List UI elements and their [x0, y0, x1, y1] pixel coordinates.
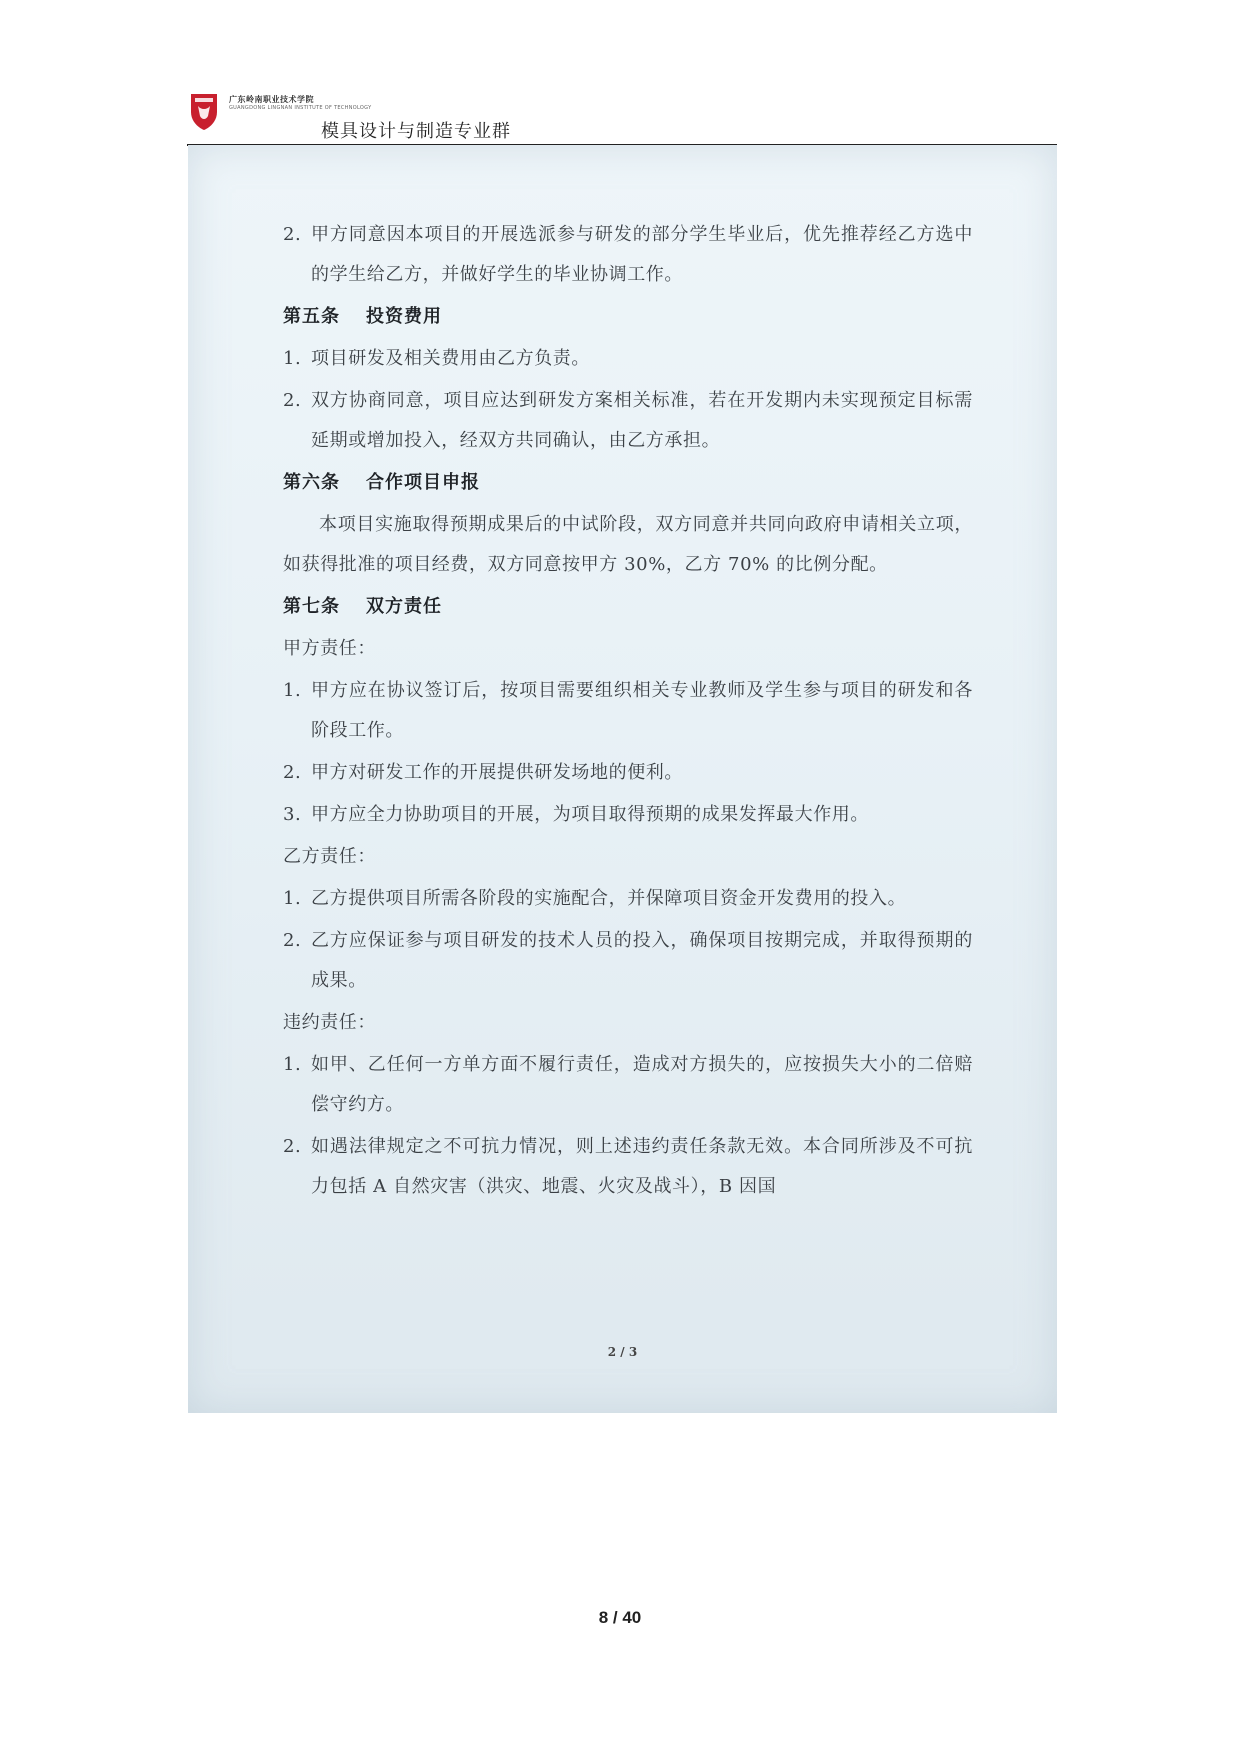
list-item: [283, 339, 973, 379]
item-number: 2.: [283, 390, 302, 411]
list-item: [283, 381, 973, 461]
article-title: 投资费用: [366, 306, 442, 327]
list-item: [283, 671, 973, 751]
item-number: 1.: [283, 348, 302, 369]
scanned-page-number: 2 / 3: [607, 1345, 638, 1359]
item-number: 2.: [283, 1136, 302, 1157]
page-counter: 8 / 40: [598, 1608, 642, 1627]
item-text: 乙方应保证参与项目研发的技术人员的投入，确保项目按期完成，并取得预期的成果。: [311, 930, 973, 991]
item-number: 1.: [283, 680, 302, 701]
scanned-page: [188, 145, 1057, 1413]
item-text: 乙方提供项目所需各阶段的实施配合，并保障项目资金开发费用的投入。: [311, 888, 907, 909]
article-number: 第七条: [283, 596, 340, 617]
item-text: 甲方同意因本项目的开展选派参与研发的部分学生毕业后，优先推荐经乙方选中的学生给乙方，并做好学生的毕业协调工作。: [311, 224, 973, 285]
article-title: 合作项目申报: [366, 472, 480, 493]
list-item: [283, 1045, 973, 1125]
item-number: 2.: [283, 224, 302, 245]
article-6-paragraph: 本项目实施取得预期成果后的中试阶段，双方同意并共同向政府申请相关立项，如获得批准的项目经费，双方同意按甲方 30%，乙方 70% 的比例分配。: [283, 514, 973, 575]
logo-en: GUANGDONG LINGNAN INSTITUTE OF TECHNOLOGY: [229, 105, 372, 111]
item-text: 甲方应全力协助项目的开展，为项目取得预期的成果发挥最大作用。: [311, 804, 869, 825]
contract-body: [283, 215, 973, 1209]
item-text: 甲方对研发工作的开展提供研发场地的便利。: [311, 762, 683, 783]
item-number: 2.: [283, 930, 302, 951]
item-text: 项目研发及相关费用由乙方负责。: [311, 348, 590, 369]
item-number: 1.: [283, 888, 302, 909]
college-logo-icon: [189, 92, 219, 132]
page-header: [187, 88, 1057, 146]
breach-label: 违约责任：: [283, 1012, 376, 1033]
list-item: [283, 1127, 973, 1207]
item-text: 如遇法律规定之不可抗力情况，则上述违约责任条款无效。本合同所涉及不可抗力包括 A 自然灾害（洪灾、地震、火灾及战斗），B 因国: [311, 1136, 973, 1197]
item-number: 2.: [283, 762, 302, 783]
list-item: [283, 753, 973, 793]
list-item: [283, 879, 973, 919]
item-text: 双方协商同意，项目应达到研发方案相关标准，若在开发期内未实现预定目标需延期或增加投入，经双方共同确认，由乙方承担。: [311, 390, 973, 451]
list-item: [283, 921, 973, 1001]
party-b-label: 乙方责任：: [283, 846, 376, 867]
list-item: [283, 215, 973, 295]
party-a-label: 甲方责任：: [283, 638, 376, 659]
list-item: [283, 795, 973, 835]
logo-cn: 广东岭南职业技术学院: [229, 95, 314, 104]
article-number: 第五条: [283, 306, 340, 327]
item-number: 3.: [283, 804, 302, 825]
item-text: 如甲、乙任何一方单方面不履行责任，造成对方损失的，应按损失大小的二倍赔偿守约方。: [311, 1054, 973, 1115]
article-5-heading: [283, 297, 973, 337]
item-number: 1.: [283, 1054, 302, 1075]
item-text: 甲方应在协议签订后，按项目需要组织相关专业教师及学生参与项目的研发和各阶段工作。: [311, 680, 973, 741]
article-number: 第六条: [283, 472, 340, 493]
article-title: 双方责任: [366, 596, 442, 617]
department-title: 模具设计与制造专业群: [321, 121, 511, 142]
article-6-heading: [283, 463, 973, 503]
article-7-heading: [283, 587, 973, 627]
college-logo-text: [229, 96, 371, 111]
